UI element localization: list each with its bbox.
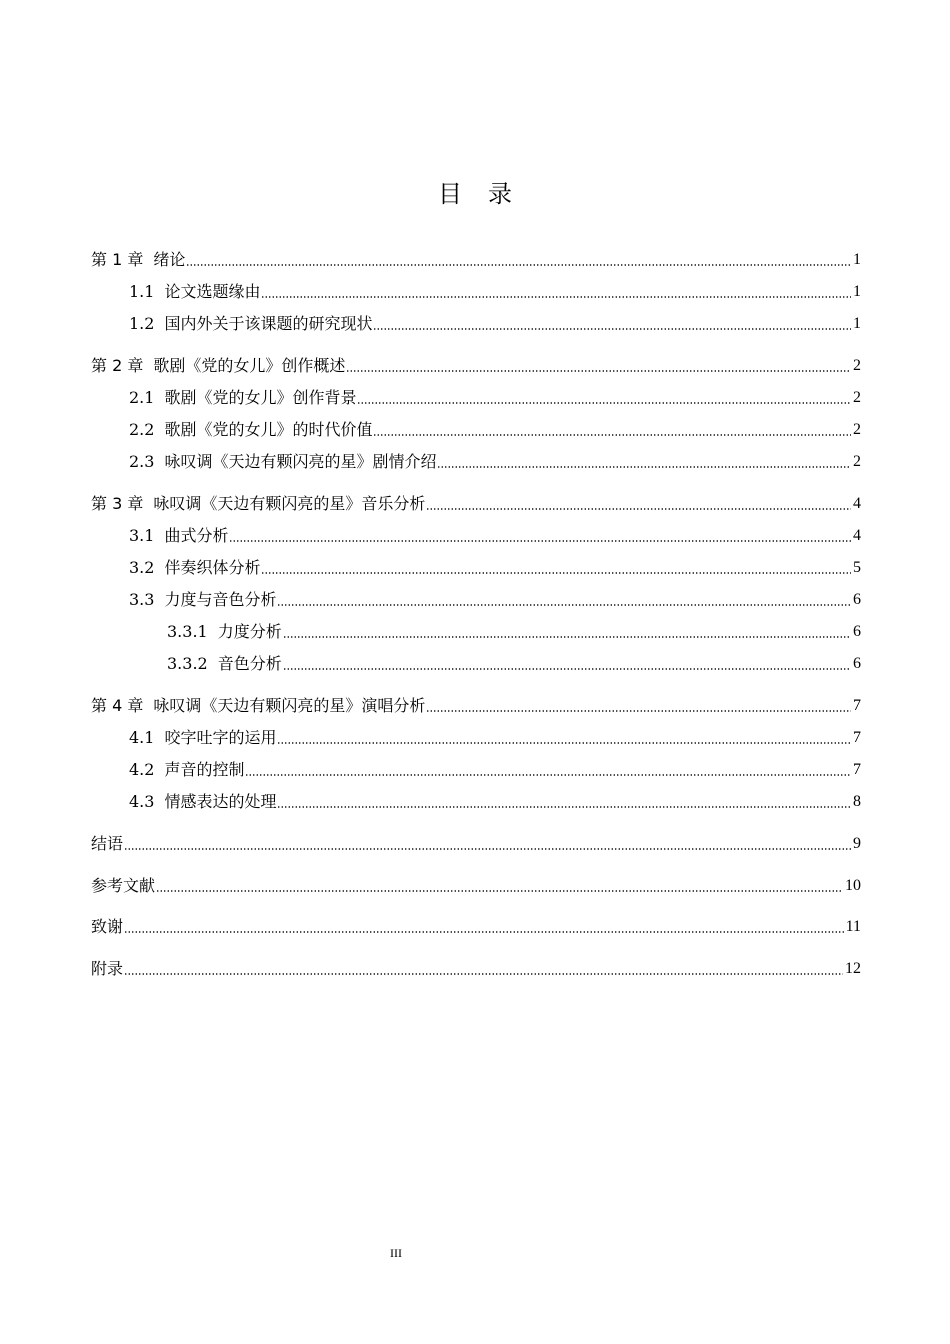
dot-leader xyxy=(277,604,851,606)
dot-leader xyxy=(261,296,851,298)
toc-entry-page-number: 12 xyxy=(845,960,861,977)
dot-leader xyxy=(277,806,851,808)
toc-entry-label: 音色分析 xyxy=(217,654,282,673)
toc-entry-label: 国内外关于该课题的研究现状 xyxy=(164,314,373,333)
toc-entry[interactable] xyxy=(91,551,861,579)
toc-entry-page-number: 1 xyxy=(853,251,861,268)
toc-entry-label: 致谢 xyxy=(91,917,124,936)
toc-entry[interactable] xyxy=(91,583,861,611)
toc-entry-label: 力度分析 xyxy=(217,622,282,641)
toc-entry-page-number: 6 xyxy=(853,591,861,608)
dot-leader xyxy=(261,572,851,574)
toc-entry-label: 声音的控制 xyxy=(164,760,245,779)
toc-entry[interactable] xyxy=(91,349,861,377)
toc-entry-label: 曲式分析 xyxy=(164,526,229,545)
toc-entry-label: 结语 xyxy=(91,834,124,853)
toc-entry-page-number: 2 xyxy=(853,421,861,438)
toc-entry[interactable] xyxy=(91,413,861,441)
toc-entry-label: 附录 xyxy=(91,959,124,978)
toc-entry-page-number: 1 xyxy=(853,283,861,300)
toc-entry[interactable] xyxy=(91,952,861,980)
toc-entry-page-number: 9 xyxy=(853,835,861,852)
toc-entry-page-number: 4 xyxy=(853,495,861,512)
dot-leader xyxy=(124,973,843,975)
toc-entry-number: 3.3.1 xyxy=(167,622,208,641)
toc-entry-label: 歌剧《党的女儿》的时代价值 xyxy=(164,420,373,439)
toc-entry-label: 咏叹调《天边有颗闪亮的星》音乐分析 xyxy=(153,494,426,513)
toc-entry-number: 4.2 xyxy=(129,760,155,779)
toc-entry[interactable] xyxy=(91,753,861,781)
toc-entry-page-number: 7 xyxy=(853,729,861,746)
toc-entry[interactable] xyxy=(91,869,861,897)
dot-leader xyxy=(277,742,851,744)
toc-entry-label: 伴奏织体分析 xyxy=(164,558,261,577)
toc-entry-page-number: 6 xyxy=(853,655,861,672)
toc-entry-label: 歌剧《党的女儿》创作概述 xyxy=(153,356,346,375)
toc-entry-number: 3.3.2 xyxy=(167,654,208,673)
toc-entry-number: 3.1 xyxy=(129,526,155,545)
toc-entry-label: 歌剧《党的女儿》创作背景 xyxy=(164,388,357,407)
toc-entry-label: 情感表达的处理 xyxy=(164,792,277,811)
toc-entry-label: 论文选题缘由 xyxy=(164,282,261,301)
toc-entry-number: 3.3 xyxy=(129,590,155,609)
toc-entry-label: 咏叹调《天边有颗闪亮的星》剧情介绍 xyxy=(164,452,437,471)
toc-entry[interactable] xyxy=(91,275,861,303)
toc-entry[interactable] xyxy=(91,445,861,473)
dot-leader xyxy=(283,636,851,638)
toc-entry[interactable] xyxy=(91,243,861,271)
toc-entry-page-number: 2 xyxy=(853,389,861,406)
toc-entry-number: 第 1 章 xyxy=(91,250,144,269)
toc-entry[interactable] xyxy=(91,910,861,938)
toc-entry-page-number: 4 xyxy=(853,527,861,544)
toc-entry-label: 绪论 xyxy=(153,250,186,269)
dot-leader xyxy=(357,402,851,404)
toc-entry[interactable] xyxy=(91,647,861,675)
toc-entry-number: 4.1 xyxy=(129,728,155,747)
dot-leader xyxy=(124,848,851,850)
dot-leader xyxy=(229,540,851,542)
toc-entry-page-number: 7 xyxy=(853,697,861,714)
toc-entry-number: 2.2 xyxy=(129,420,155,439)
dot-leader xyxy=(373,328,851,330)
dot-leader xyxy=(186,264,851,266)
toc-entry[interactable] xyxy=(91,487,861,515)
toc-entry-number: 1.2 xyxy=(129,314,155,333)
toc-entry-label: 咬字吐字的运用 xyxy=(164,728,277,747)
dot-leader xyxy=(373,434,851,436)
toc-entry-number: 3.2 xyxy=(129,558,155,577)
dot-leader xyxy=(124,931,844,933)
toc-entry-label: 力度与音色分析 xyxy=(164,590,277,609)
toc-entry[interactable] xyxy=(91,827,861,855)
page-title: 目录 xyxy=(438,180,538,208)
dot-leader xyxy=(156,890,843,892)
toc-entry-label: 咏叹调《天边有颗闪亮的星》演唱分析 xyxy=(153,696,426,715)
dot-leader xyxy=(426,508,851,510)
toc-entry[interactable] xyxy=(91,689,861,717)
toc-entry-number: 2.1 xyxy=(129,388,155,407)
toc-entry[interactable] xyxy=(91,785,861,813)
toc-entry-page-number: 2 xyxy=(853,453,861,470)
toc-entry[interactable] xyxy=(91,519,861,547)
toc-entry-number: 1.1 xyxy=(129,282,155,301)
toc-entry[interactable] xyxy=(91,381,861,409)
toc-entry-page-number: 11 xyxy=(845,918,861,935)
dot-leader xyxy=(426,710,851,712)
toc-entry-page-number: 7 xyxy=(853,761,861,778)
page-number: III xyxy=(390,1246,402,1260)
toc-entry-page-number: 6 xyxy=(853,623,861,640)
toc-entry-page-number: 8 xyxy=(853,793,861,810)
dot-leader xyxy=(437,466,851,468)
dot-leader xyxy=(346,370,851,372)
toc-entry-number: 4.3 xyxy=(129,792,155,811)
toc-entry-page-number: 1 xyxy=(853,315,861,332)
toc-entry-page-number: 5 xyxy=(853,559,861,576)
toc-entry[interactable] xyxy=(91,307,861,335)
toc-entry-page-number: 2 xyxy=(853,357,861,374)
toc-entry[interactable] xyxy=(91,721,861,749)
toc-entry-page-number: 10 xyxy=(845,877,861,894)
toc-entry[interactable] xyxy=(91,615,861,643)
toc-entry-number: 第 3 章 xyxy=(91,494,144,513)
toc-entry-number: 第 2 章 xyxy=(91,356,144,375)
toc-entry-number: 第 4 章 xyxy=(91,696,144,715)
dot-leader xyxy=(283,668,851,670)
toc-entry-number: 2.3 xyxy=(129,452,155,471)
toc-entry-label: 参考文献 xyxy=(91,876,156,895)
dot-leader xyxy=(245,774,851,776)
